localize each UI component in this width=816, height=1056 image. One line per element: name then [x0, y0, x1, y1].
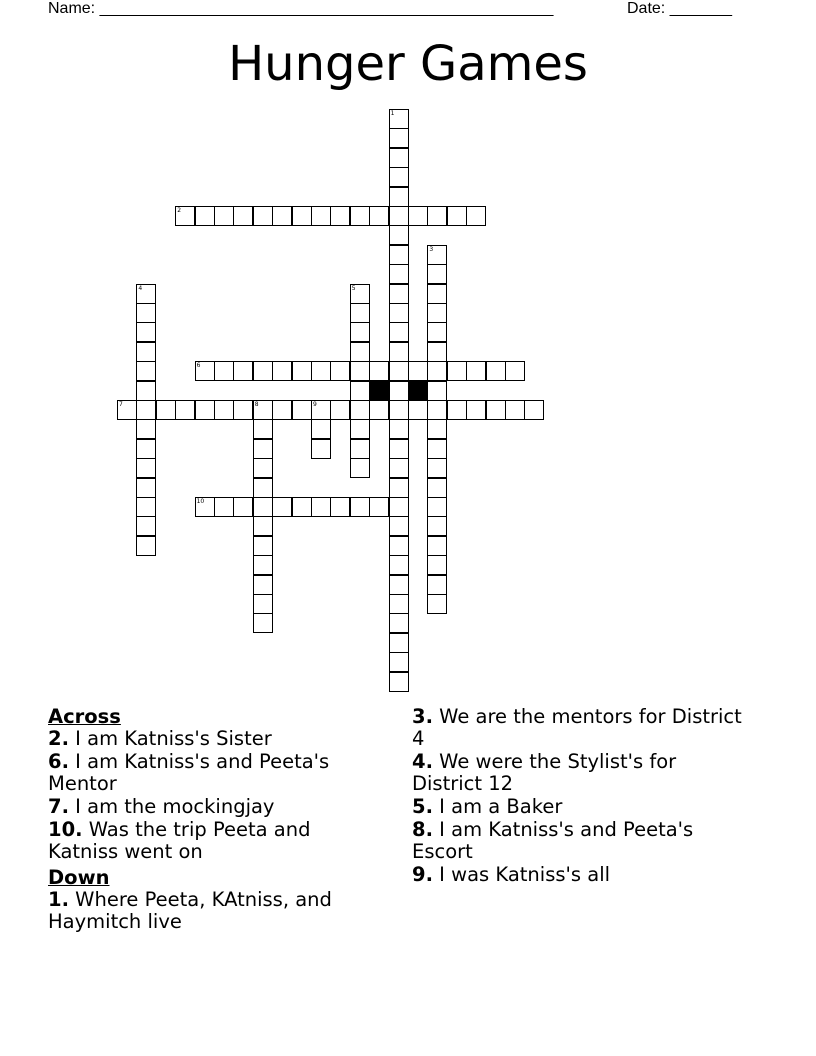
crossword-cell[interactable]: [214, 361, 234, 381]
crossword-cell[interactable]: [466, 206, 486, 226]
crossword-cell[interactable]: [311, 400, 331, 420]
crossword-cell[interactable]: [253, 361, 273, 381]
crossword-cell[interactable]: [369, 497, 389, 517]
crossword-cell[interactable]: [156, 400, 176, 420]
cell-number: 4: [138, 284, 143, 292]
crossword-cell[interactable]: [233, 400, 253, 420]
clue-across-10: 10. Was the trip Peeta and Katniss went on: [48, 818, 311, 863]
clue-down-9: 9. I was Katniss's all: [412, 863, 611, 886]
clues-right-column: [412, 702, 742, 887]
crossword-cell[interactable]: [389, 361, 409, 381]
crossword-cell[interactable]: [253, 439, 273, 459]
crossword-cell[interactable]: [427, 478, 447, 498]
crossword-cell[interactable]: [389, 633, 409, 653]
crossword-cell[interactable]: [427, 322, 447, 342]
crossword-cell[interactable]: [253, 497, 273, 517]
crossword-blocked-cell: [369, 381, 389, 401]
crossword-cell[interactable]: [350, 342, 370, 362]
crossword-cell[interactable]: [311, 206, 331, 226]
crossword-cell[interactable]: [427, 419, 447, 439]
crossword-cell[interactable]: [466, 361, 486, 381]
crossword-cell[interactable]: [350, 361, 370, 381]
crossword-cell[interactable]: [389, 284, 409, 304]
cell-number: 2: [177, 207, 182, 214]
crossword-cell[interactable]: [427, 594, 447, 614]
crossword-cell[interactable]: [389, 458, 409, 478]
crossword-cell[interactable]: [292, 361, 312, 381]
crossword-cell[interactable]: [233, 206, 253, 226]
crossword-cell[interactable]: [253, 555, 273, 575]
down-heading: Down: [48, 866, 110, 889]
crossword-cell[interactable]: [389, 225, 409, 245]
crossword-cell[interactable]: [369, 400, 389, 420]
crossword-cell[interactable]: [486, 400, 506, 420]
crossword-cell[interactable]: [427, 381, 447, 401]
crossword-cell[interactable]: [136, 303, 156, 323]
clue-down-1: 1. Where Peeta, KAtniss, and Haymitch live: [48, 888, 332, 933]
clue-down-5: 5. I am a Baker: [412, 795, 563, 818]
crossword-cell[interactable]: [311, 361, 331, 381]
crossword-cell[interactable]: [272, 206, 292, 226]
crossword-cell[interactable]: [253, 419, 273, 439]
crossword-cell[interactable]: [136, 458, 156, 478]
cell-number: 5: [351, 284, 356, 292]
date-field-label: Date: _______: [627, 0, 732, 17]
crossword-cell[interactable]: [427, 497, 447, 517]
cell-number: 8: [254, 401, 259, 408]
crossword-cell[interactable]: [350, 458, 370, 478]
crossword-cell[interactable]: [253, 536, 273, 556]
clue-down-4: 4. We were the Stylist's for District 12: [412, 750, 677, 795]
crossword-cell[interactable]: [427, 575, 447, 595]
crossword-cell[interactable]: [389, 555, 409, 575]
crossword-cell[interactable]: [427, 439, 447, 459]
crossword-cell[interactable]: [447, 206, 467, 226]
crossword-cell[interactable]: [389, 187, 409, 207]
crossword-cell[interactable]: [136, 419, 156, 439]
crossword-cell[interactable]: [136, 439, 156, 459]
crossword-cell[interactable]: [427, 206, 447, 226]
crossword-cell[interactable]: [427, 361, 447, 381]
cell-number: 9: [313, 401, 317, 408]
crossword-cell[interactable]: [389, 652, 409, 672]
crossword-cell[interactable]: [350, 284, 370, 304]
cell-number: 6: [196, 362, 201, 370]
crossword-cell[interactable]: [427, 555, 447, 575]
crossword-cell[interactable]: [350, 419, 370, 439]
crossword-cell[interactable]: [447, 400, 467, 420]
crossword-cell[interactable]: [389, 322, 409, 342]
crossword-cell[interactable]: [272, 497, 292, 517]
crossword-cell[interactable]: [272, 400, 292, 420]
crossword-cell[interactable]: [427, 458, 447, 478]
crossword-cell[interactable]: [466, 400, 486, 420]
crossword-cell[interactable]: [369, 361, 389, 381]
crossword-cell[interactable]: [253, 206, 273, 226]
crossword-cell[interactable]: [350, 439, 370, 459]
crossword-cell[interactable]: [136, 478, 156, 498]
crossword-cell[interactable]: [389, 672, 409, 692]
crossword-cell[interactable]: [311, 439, 331, 459]
crossword-cell[interactable]: [389, 594, 409, 614]
cell-number: 10: [196, 498, 205, 505]
crossword-cell[interactable]: [427, 342, 447, 362]
crossword-cell[interactable]: [389, 148, 409, 168]
crossword-cell[interactable]: [330, 497, 350, 517]
crossword-cell[interactable]: [253, 478, 273, 498]
crossword-cell[interactable]: [136, 381, 156, 401]
crossword-cell[interactable]: [233, 361, 253, 381]
crossword-cell[interactable]: [505, 361, 525, 381]
crossword-cell[interactable]: [136, 536, 156, 556]
name-field-label: Name: ___________________________________________________: [48, 0, 554, 17]
clue-down-8: 8. I am Katniss's and Peeta's Escort: [412, 818, 694, 863]
crossword-cell[interactable]: [389, 536, 409, 556]
crossword-cell[interactable]: [427, 536, 447, 556]
crossword-cell[interactable]: [427, 400, 447, 420]
crossword-cell[interactable]: [233, 497, 253, 517]
crossword-cell[interactable]: [524, 400, 544, 420]
crossword-cell[interactable]: [389, 167, 409, 187]
crossword-cell[interactable]: [330, 400, 350, 420]
crossword-cell[interactable]: [136, 497, 156, 517]
crossword-cell[interactable]: [408, 361, 428, 381]
crossword-cell[interactable]: [195, 400, 215, 420]
crossword-cell[interactable]: [389, 497, 409, 517]
crossword-cell[interactable]: [427, 303, 447, 323]
crossword-cell[interactable]: [117, 400, 137, 420]
crossword-cell[interactable]: [330, 361, 350, 381]
crossword-cell[interactable]: [389, 613, 409, 633]
crossword-cell[interactable]: [175, 400, 195, 420]
crossword-cell[interactable]: [505, 400, 525, 420]
crossword-cell[interactable]: [136, 322, 156, 342]
crossword-cell[interactable]: [350, 322, 370, 342]
crossword-cell[interactable]: [389, 342, 409, 362]
crossword-cell[interactable]: [253, 575, 273, 595]
crossword-cell[interactable]: [272, 361, 292, 381]
crossword-cell[interactable]: [389, 245, 409, 265]
page-title: Hunger Games: [228, 36, 588, 92]
crossword-cell[interactable]: [447, 361, 467, 381]
crossword-cell[interactable]: [350, 381, 370, 401]
crossword-cell[interactable]: [389, 128, 409, 148]
crossword-cell[interactable]: [175, 206, 195, 226]
crossword-cell[interactable]: [253, 613, 273, 633]
crossword-cell[interactable]: [408, 400, 428, 420]
crossword-cell[interactable]: [136, 342, 156, 362]
crossword-cell[interactable]: [389, 303, 409, 323]
clue-across-6: 6. I am Katniss's and Peeta's Mentor: [48, 750, 330, 795]
crossword-cell[interactable]: [253, 594, 273, 614]
crossword-cell[interactable]: [311, 419, 331, 439]
crossword-cell[interactable]: [389, 206, 409, 226]
crossword-cell[interactable]: [136, 361, 156, 381]
crossword-cell[interactable]: [136, 516, 156, 536]
crossword-cell[interactable]: [311, 497, 331, 517]
crossword-cell[interactable]: [253, 400, 273, 420]
crossword-cell[interactable]: [389, 381, 409, 401]
crossword-cell[interactable]: [292, 206, 312, 226]
cell-number: 7: [119, 401, 123, 408]
crossword-cell[interactable]: [486, 361, 506, 381]
crossword-cell[interactable]: [214, 497, 234, 517]
crossword-cell[interactable]: [195, 497, 215, 517]
crossword-cell[interactable]: [195, 206, 215, 226]
crossword-cell[interactable]: [427, 264, 447, 284]
crossword-cell[interactable]: [427, 516, 447, 536]
cell-number: 3: [429, 245, 434, 253]
crossword-cell[interactable]: [292, 497, 312, 517]
crossword-cell[interactable]: [369, 206, 389, 226]
cell-number: 1: [390, 110, 395, 117]
crossword-cell[interactable]: [253, 516, 273, 536]
crossword-cell[interactable]: [350, 400, 370, 420]
crossword-cell[interactable]: [389, 419, 409, 439]
crossword-cell[interactable]: [253, 458, 273, 478]
crossword-cell[interactable]: [136, 400, 156, 420]
crossword-cell[interactable]: [389, 439, 409, 459]
crossword-cell[interactable]: [427, 284, 447, 304]
clue-across-2: 2. I am Katniss's Sister: [48, 727, 272, 750]
crossword-cell[interactable]: [214, 206, 234, 226]
crossword-cell[interactable]: [389, 109, 409, 129]
clue-down-3: 3. We are the mentors for District 4: [412, 705, 742, 750]
crossword-cell[interactable]: [389, 516, 409, 536]
crossword-cell[interactable]: [427, 245, 447, 265]
crossword-cell[interactable]: [389, 400, 409, 420]
crossword-cell[interactable]: [350, 303, 370, 323]
crossword-cell[interactable]: [330, 206, 350, 226]
crossword-cell[interactable]: [389, 264, 409, 284]
crossword-cell[interactable]: [408, 206, 428, 226]
crossword-cell[interactable]: [214, 400, 234, 420]
crossword-cell[interactable]: [389, 575, 409, 595]
crossword-cell[interactable]: [292, 400, 312, 420]
crossword-cell[interactable]: [389, 478, 409, 498]
clue-across-7: 7. I am the mockingjay: [48, 795, 275, 818]
clues-left-column: [48, 702, 378, 934]
crossword-cell[interactable]: [195, 361, 215, 381]
crossword-cell[interactable]: [350, 497, 370, 517]
across-heading: Across: [48, 705, 121, 728]
crossword-blocked-cell: [408, 381, 428, 401]
crossword-cell[interactable]: [136, 284, 156, 304]
crossword-cell[interactable]: [350, 206, 370, 226]
